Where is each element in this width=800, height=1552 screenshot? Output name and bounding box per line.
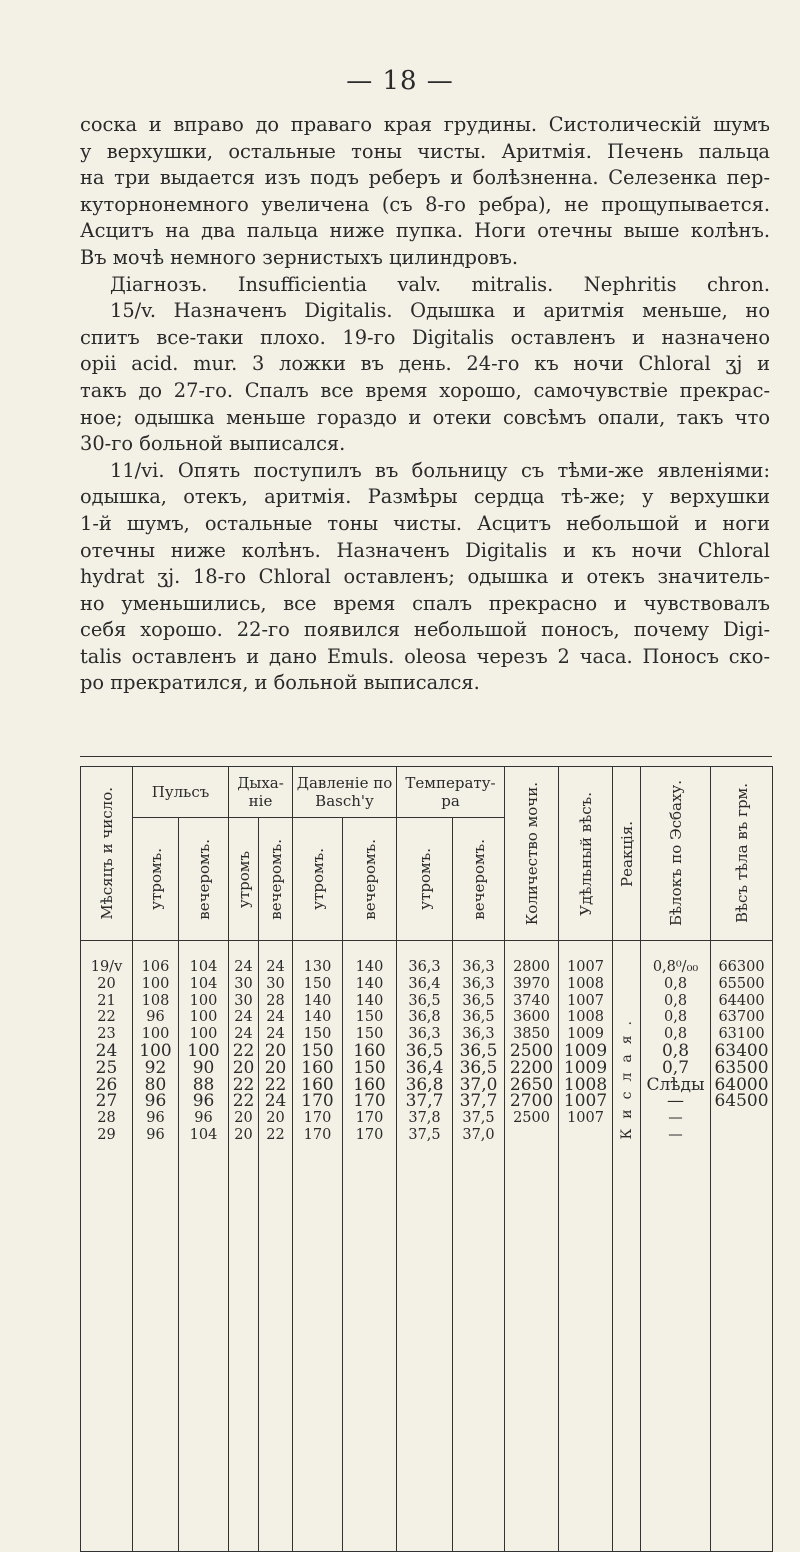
table-cell: 64500	[714, 1091, 769, 1112]
table-cell: 160	[353, 1074, 386, 1095]
table-cell: 92	[144, 1057, 167, 1078]
header-pulse: Пульсъ	[133, 767, 229, 818]
header-specific-weight: Удѣльный вѣсъ.	[559, 767, 613, 941]
table-cell: 2500	[513, 1110, 550, 1127]
table-cell: 140	[355, 959, 384, 975]
header-pressure-evening: вечеромъ.	[343, 818, 397, 941]
table-cell: 80	[144, 1074, 167, 1095]
table-cell: 20	[234, 1110, 253, 1127]
table-cell: 0,8	[663, 975, 688, 992]
table-cell: 3740	[513, 992, 550, 1009]
text-line: отечны ниже колѣнъ. Назначенъ Digitalis и къ ночи Chloral	[80, 538, 770, 562]
table-cell: 1009	[563, 1057, 608, 1078]
column-pulse-evening	[179, 941, 229, 1552]
table-cell: 36,5	[459, 1057, 498, 1078]
table-cell: 22	[97, 1009, 116, 1026]
table-cell: 28	[97, 1110, 116, 1127]
table-cell: 106	[141, 959, 170, 975]
table-cell: 140	[303, 992, 332, 1009]
table-cell: 37,0	[459, 1074, 498, 1095]
table-cell: 2800	[513, 959, 550, 975]
body-text	[80, 112, 770, 697]
table-cell: 1007	[563, 1091, 608, 1112]
table-cell: 23	[97, 1026, 116, 1043]
table-cell: 3850	[513, 1026, 550, 1043]
table-cell: 140	[355, 975, 384, 992]
table-cell	[505, 1127, 558, 1144]
table-cell: 20	[97, 975, 116, 992]
table-cell: 20	[232, 1057, 255, 1078]
table-cell: 24	[266, 1026, 285, 1043]
column-pressure-morning	[293, 941, 343, 1552]
table-top-rule	[80, 756, 772, 757]
table-cell: 170	[301, 1091, 334, 1112]
table-cell: 36,8	[408, 1009, 441, 1026]
table-cell: Слѣды	[646, 1074, 705, 1095]
table-cell: 170	[303, 1110, 332, 1127]
table-cell: 64400	[718, 992, 765, 1009]
table-cell: 66300	[718, 959, 765, 975]
table-cell: 22	[232, 1040, 255, 1061]
table-cell: 65500	[718, 975, 765, 992]
header-breath-morning: утромъ	[229, 818, 259, 941]
text-line: 15/v. Назначенъ Digitalis. Одышка и аритмія меньше, но	[110, 299, 770, 323]
text-line: себя хорошо. 22-го появился небольшой поносъ, почему Digi-	[80, 618, 770, 642]
table-cell: 100	[189, 992, 218, 1009]
table-cell: 29	[97, 1126, 116, 1143]
table-cell: 2200	[509, 1057, 554, 1078]
table-cell: 1007	[567, 1110, 604, 1127]
table-cell: 22	[264, 1074, 287, 1095]
table-cell: 0,8	[661, 1040, 690, 1061]
column-reaction	[613, 941, 641, 1552]
table-cell: 21	[97, 992, 116, 1009]
text-line: Діагнозъ. Insufficientia valv. mitralis. Nephritis chron.	[110, 272, 770, 296]
table-cell: 104	[189, 959, 218, 975]
column-urine-amount	[505, 941, 559, 1552]
table-cell: 160	[353, 1040, 386, 1061]
table-cell: 0,8	[663, 1026, 688, 1043]
clinical-table	[80, 766, 772, 1410]
table-cell: 100	[189, 1026, 218, 1043]
table-cell: 1008	[563, 1074, 608, 1095]
table-cell: 104	[189, 975, 218, 992]
table-cell: 0,8	[663, 992, 688, 1009]
table-cell: —	[667, 1091, 685, 1112]
column-temp-morning	[397, 941, 453, 1552]
table-cell: 36,5	[462, 1009, 495, 1026]
table-cell: 37,8	[408, 1110, 441, 1127]
header-breath: Дыха-ніе	[229, 767, 293, 818]
table-cell: 36,3	[462, 1026, 495, 1043]
table-cell: 20	[264, 1057, 287, 1078]
table-cell: 37,0	[462, 1126, 495, 1143]
table-cell: 1008	[567, 1009, 604, 1026]
table-cell: 24	[95, 1040, 118, 1061]
table-cell: 19/v	[90, 959, 123, 975]
table-cell: 96	[146, 1126, 165, 1143]
text-line: на три выдается изъ подъ реберъ и болѣзненна. Селезенка пер-	[80, 166, 770, 190]
table-cell: 22	[266, 1126, 285, 1143]
table-cell: 100	[187, 1040, 220, 1061]
table-cell: 3600	[513, 1009, 550, 1026]
table-cell: 64000	[714, 1074, 769, 1095]
text-line: у верхушки, остальные тоны чисты. Аритмія. Печень пальца	[80, 139, 770, 163]
text-line: спитъ все-таки плохо. 19-го Digitalis оставленъ и назначено	[80, 325, 770, 349]
table-cell: 2700	[509, 1091, 554, 1112]
text-line: соска и вправо до праваго края грудины. Систолическій шумъ	[80, 113, 770, 136]
table-cell: 96	[146, 1110, 165, 1127]
header-body-weight: Вѣсъ тѣла въ грм.	[711, 767, 773, 941]
table-cell: 170	[355, 1110, 384, 1127]
text-line: ное; одышка меньше гораздо и отеки совсѣмъ опали, такъ что	[80, 405, 770, 429]
table-cell: 20	[234, 1126, 253, 1143]
header-pressure-morning: утромъ.	[293, 818, 343, 941]
text-line: ро прекратился, и больной выписался.	[80, 671, 480, 695]
table-cell: 150	[355, 1009, 384, 1026]
table-cell: 37,7	[405, 1091, 444, 1112]
text-line: такъ до 27-го. Спалъ все время хорошо, самочувствіе прекрас-	[80, 378, 770, 402]
table-cell: 28	[266, 992, 285, 1009]
table-cell: 160	[301, 1074, 334, 1095]
table-cell	[711, 1110, 772, 1127]
column-protein	[641, 941, 711, 1552]
table-cell: 20	[264, 1040, 287, 1061]
header-protein: Бѣлокъ по Эсбаху.	[641, 767, 711, 941]
table-cell: 2650	[509, 1074, 554, 1095]
page-number: — 18 —	[346, 66, 454, 96]
column-body-weight	[711, 941, 773, 1552]
text-line: 1-й шумъ, остальные тоны чисты. Асцитъ небольшой и ноги	[80, 511, 770, 535]
header-reaction: Реакція.	[613, 767, 641, 941]
table-cell: 27	[95, 1091, 118, 1112]
reaction-value: Кислая.	[619, 1011, 636, 1140]
column-breath-evening	[259, 941, 293, 1552]
table-cell: 36,5	[405, 1040, 444, 1061]
table-cell: 170	[355, 1126, 384, 1143]
table-cell: 1009	[567, 1026, 604, 1043]
table-cell: 90	[192, 1057, 215, 1078]
text-line: Асцитъ на два пальца ниже пупка. Ноги отечны выше колѣнъ.	[80, 219, 770, 243]
table-cell: 25	[95, 1057, 118, 1078]
text-line: 11/vi. Опять поступилъ въ больницу съ тѣми-же явленіями:	[110, 458, 770, 482]
table-cell: 30	[234, 975, 253, 992]
header-pulse-morning: утромъ.	[133, 818, 179, 941]
table-cell: 0,7	[661, 1057, 690, 1078]
table-cell: 36,3	[462, 975, 495, 992]
text-line: 30-го больной выписался.	[80, 432, 346, 456]
header-pulse-evening: вечеромъ.	[179, 818, 229, 941]
table-cell: 100	[141, 975, 170, 992]
table-cell: 96	[192, 1091, 215, 1112]
text-line: куторнонемного увеличена (съ 8-го ребра), не прощупывается.	[80, 192, 770, 216]
table-cell: 36,5	[462, 992, 495, 1009]
table-cell: 30	[234, 992, 253, 1009]
table-cell: 1007	[567, 992, 604, 1009]
table-cell: 36,4	[408, 975, 441, 992]
table-cell: 100	[139, 1040, 172, 1061]
column-pressure-evening	[343, 941, 397, 1552]
header-temperature: Температу-ра	[397, 767, 505, 818]
table-cell: —	[668, 1110, 683, 1127]
table-cell: 150	[303, 975, 332, 992]
table-cell: 63700	[718, 1009, 765, 1026]
column-pulse-morning	[133, 941, 179, 1552]
table-cell: 22	[232, 1091, 255, 1112]
header-date: Мѣсяцъ и число.	[81, 767, 133, 941]
table-cell: 150	[303, 1026, 332, 1043]
table-cell: 140	[355, 992, 384, 1009]
table-cell: 24	[234, 1026, 253, 1043]
table-cell: 170	[303, 1126, 332, 1143]
header-breath-evening: вечеромъ.	[259, 818, 293, 941]
table-cell: 63400	[714, 1040, 769, 1061]
text-line: Въ мочѣ немного зернистыхъ цилиндровъ.	[80, 245, 519, 269]
table-cell: 3970	[513, 975, 550, 992]
table-cell: 96	[144, 1091, 167, 1112]
table-cell: 24	[234, 1009, 253, 1026]
table-cell: 150	[353, 1057, 386, 1078]
table-cell: 63100	[718, 1026, 765, 1043]
table-cell: 20	[266, 1110, 285, 1127]
table-cell: 36,3	[462, 959, 495, 975]
header-pressure: Давленіе по Basch'у	[293, 767, 397, 818]
table-cell: 36,3	[408, 959, 441, 975]
table-cell: —	[668, 1126, 683, 1143]
text-line: hydrat ʒj. 18-го Chloral оставленъ; одышка и отекъ значитель-	[80, 565, 770, 589]
header-urine-amount: Количество мочи.	[505, 767, 559, 941]
table-cell: 104	[189, 1126, 218, 1143]
table-cell: 170	[353, 1091, 386, 1112]
table-cell: 24	[266, 1009, 285, 1026]
table-cell: 100	[141, 1026, 170, 1043]
column-temp-evening	[453, 941, 505, 1552]
table-cell: 1007	[567, 959, 604, 975]
table-cell: 37,7	[459, 1091, 498, 1112]
table-cell: 63500	[714, 1057, 769, 1078]
table-cell: 150	[301, 1040, 334, 1061]
table-cell: 24	[264, 1091, 287, 1112]
column-specific-weight	[559, 941, 613, 1552]
table-cell: 36,5	[459, 1040, 498, 1061]
table-cell	[711, 1127, 772, 1144]
table-cell: 0,8	[663, 1009, 688, 1026]
table-cell: 140	[303, 1009, 332, 1026]
table-cell: 130	[303, 959, 332, 975]
table-cell: 37,5	[462, 1110, 495, 1127]
table-cell: 36,5	[408, 992, 441, 1009]
table-cell: 24	[266, 959, 285, 975]
table-cell: 2500	[509, 1040, 554, 1061]
column-breath-morning	[229, 941, 259, 1552]
text-line: одышка, отекъ, аритмія. Размѣры сердца тѣ-же; у верхушки	[80, 485, 770, 509]
table-cell: 96	[146, 1009, 165, 1026]
table-cell: 108	[141, 992, 170, 1009]
text-line: talis оставленъ и дано Emuls. oleosa черезъ 2 часа. Поносъ ско-	[80, 644, 770, 668]
table-cell: 160	[301, 1057, 334, 1078]
table-cell: 36,3	[408, 1026, 441, 1043]
table-cell: 37,5	[408, 1126, 441, 1143]
table-cell: 150	[355, 1026, 384, 1043]
table-cell	[559, 1127, 612, 1144]
header-temp-evening: вечеромъ.	[453, 818, 505, 941]
table-cell: 30	[266, 975, 285, 992]
table-cell: 26	[95, 1074, 118, 1095]
header-temp-morning: утромъ.	[397, 818, 453, 941]
text-line: opii acid. mur. 3 ложки въ день. 24-го къ ночи Chloral ʒj и	[80, 352, 770, 376]
table-cell: 88	[192, 1074, 215, 1095]
table-cell: 36,8	[405, 1074, 444, 1095]
table-cell: 100	[189, 1009, 218, 1026]
text-line: но уменьшились, все время спалъ прекрасно и чувствовалъ	[80, 591, 770, 615]
table-cell: 0,8⁰/₀₀	[652, 959, 699, 975]
table-cell: 36,4	[405, 1057, 444, 1078]
table-cell: 1008	[567, 975, 604, 992]
table-cell: 96	[194, 1110, 213, 1127]
table-cell: 1009	[563, 1040, 608, 1061]
table-cell: 24	[234, 959, 253, 975]
column-dates	[81, 941, 133, 1552]
table-cell: 22	[232, 1074, 255, 1095]
